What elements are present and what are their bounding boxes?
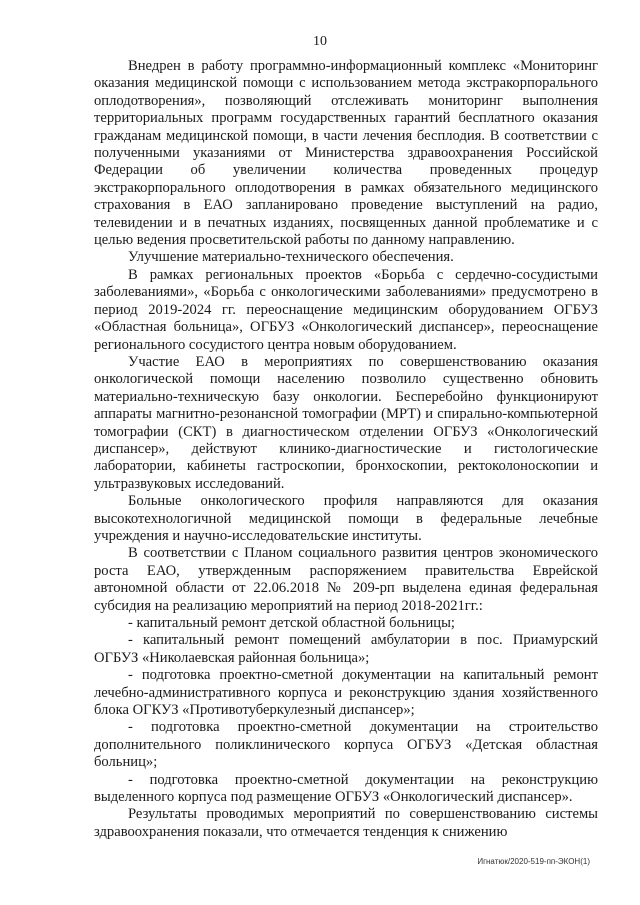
- document-footer-code: Игнатюк/2020-519-пп-ЭКОН(1): [477, 857, 590, 866]
- list-item-oncology-building-docs: - подготовка проектно-сметной документации на реконструкцию выделенного корпуса под размещение ОГБУЗ «Онкологический диспансер».: [94, 771, 598, 806]
- paragraph-high-tech-care: Больные онкологического профиля направляются для оказания высокотехнологичной медицинской помощи в федеральные лечебные учреждения и научно-исследовательские институты.: [94, 493, 598, 544]
- paragraph-ivf-monitoring: Внедрен в работу программно-информационный комплекс «Мониторинг оказания медицинской помощи с использованием метода экстракорпорального оплодотворения», позволяющий отслеживать мониторинг выполнения территориальных программ государственных гарантий бесплатного оказания гражданам медицинской помощи, в части лечения бесплодия. В соответствии с полученными указаниями от Министерства здравоохранения Российской Федерации об увеличении количества проведенных процедур экстракорпорального оплодотворения в рамках обязательного медицинского страхования в ЕАО запланировано проведение выступлений на радио, телевидении и в печатных изданиях, посвященных данной проблематике и с целью ведения просветительской работы по данному направлению.: [94, 58, 598, 249]
- paragraph-oncology-equipment: Участие ЕАО в мероприятиях по совершенствованию оказания онкологической помощи населению позволило существенно обновить материально-техническую базу онкологии. Бесперебойно функционируют аппараты магнитно-резонансной томографии (МРТ) и спирально-компьютерной томографии (СКТ) в диагностическом отделении ОГБУЗ «Онкологический диспансер», действуют клинико-диагностические и гистологические лаборатории, кабинеты гастроскопии, бронхоскопии, ректоколоноскопии и ультразвуковых исследований.: [94, 353, 598, 492]
- list-item-tb-dispensary-docs: - подготовка проектно-сметной документации на капитальный ремонт лечебно-административного корпуса и реконструкцию здания хозяйственного блока ОГКУЗ «Противотуберкулезный диспансер»;: [94, 667, 598, 719]
- list-item-polyclinic-building-docs: - подготовка проектно-сметной документации на строительство дополнительного поликлинического корпуса ОГБУЗ «Детская областная больниц»;: [94, 719, 598, 771]
- paragraph-results: Результаты проводимых мероприятий по совершенствованию системы здравоохранения показали, что отмечается тенденция к снижению: [94, 806, 598, 840]
- paragraph-regional-projects: В рамках региональных проектов «Борьба с сердечно-сосудистыми заболеваниями», «Борьба с онкологическими заболеваниями» предусмотрено в период 2019-2024 гг. переоснащение медицинским оборудованием ОГБУЗ «Областная больница», ОГБУЗ «Онкологический диспансер», переоснащение регионального сосудистого центра новым оборудованием.: [94, 266, 598, 353]
- paragraph-development-plan: В соответствии с Планом социального развития центров экономического роста ЕАО, утвержденным распоряжением правительства Еврейской автономной области от 22.06.2018 № 209-рп выделена единая федеральная субсидия на реализацию мероприятий на период 2018-2021гг.:: [94, 545, 598, 614]
- paragraph-material-support-heading: Улучшение материально-технического обеспечения.: [128, 249, 454, 266]
- document-body: [94, 58, 598, 841]
- list-item-ambulatory-repair: - капитальный ремонт помещений амбулатории в пос. Приамурский ОГБУЗ «Николаевская районная больница»;: [94, 632, 598, 666]
- list-item-childrens-hospital-repair: - капитальный ремонт детской областной больницы;: [128, 615, 455, 631]
- page-number: 10: [313, 34, 327, 49]
